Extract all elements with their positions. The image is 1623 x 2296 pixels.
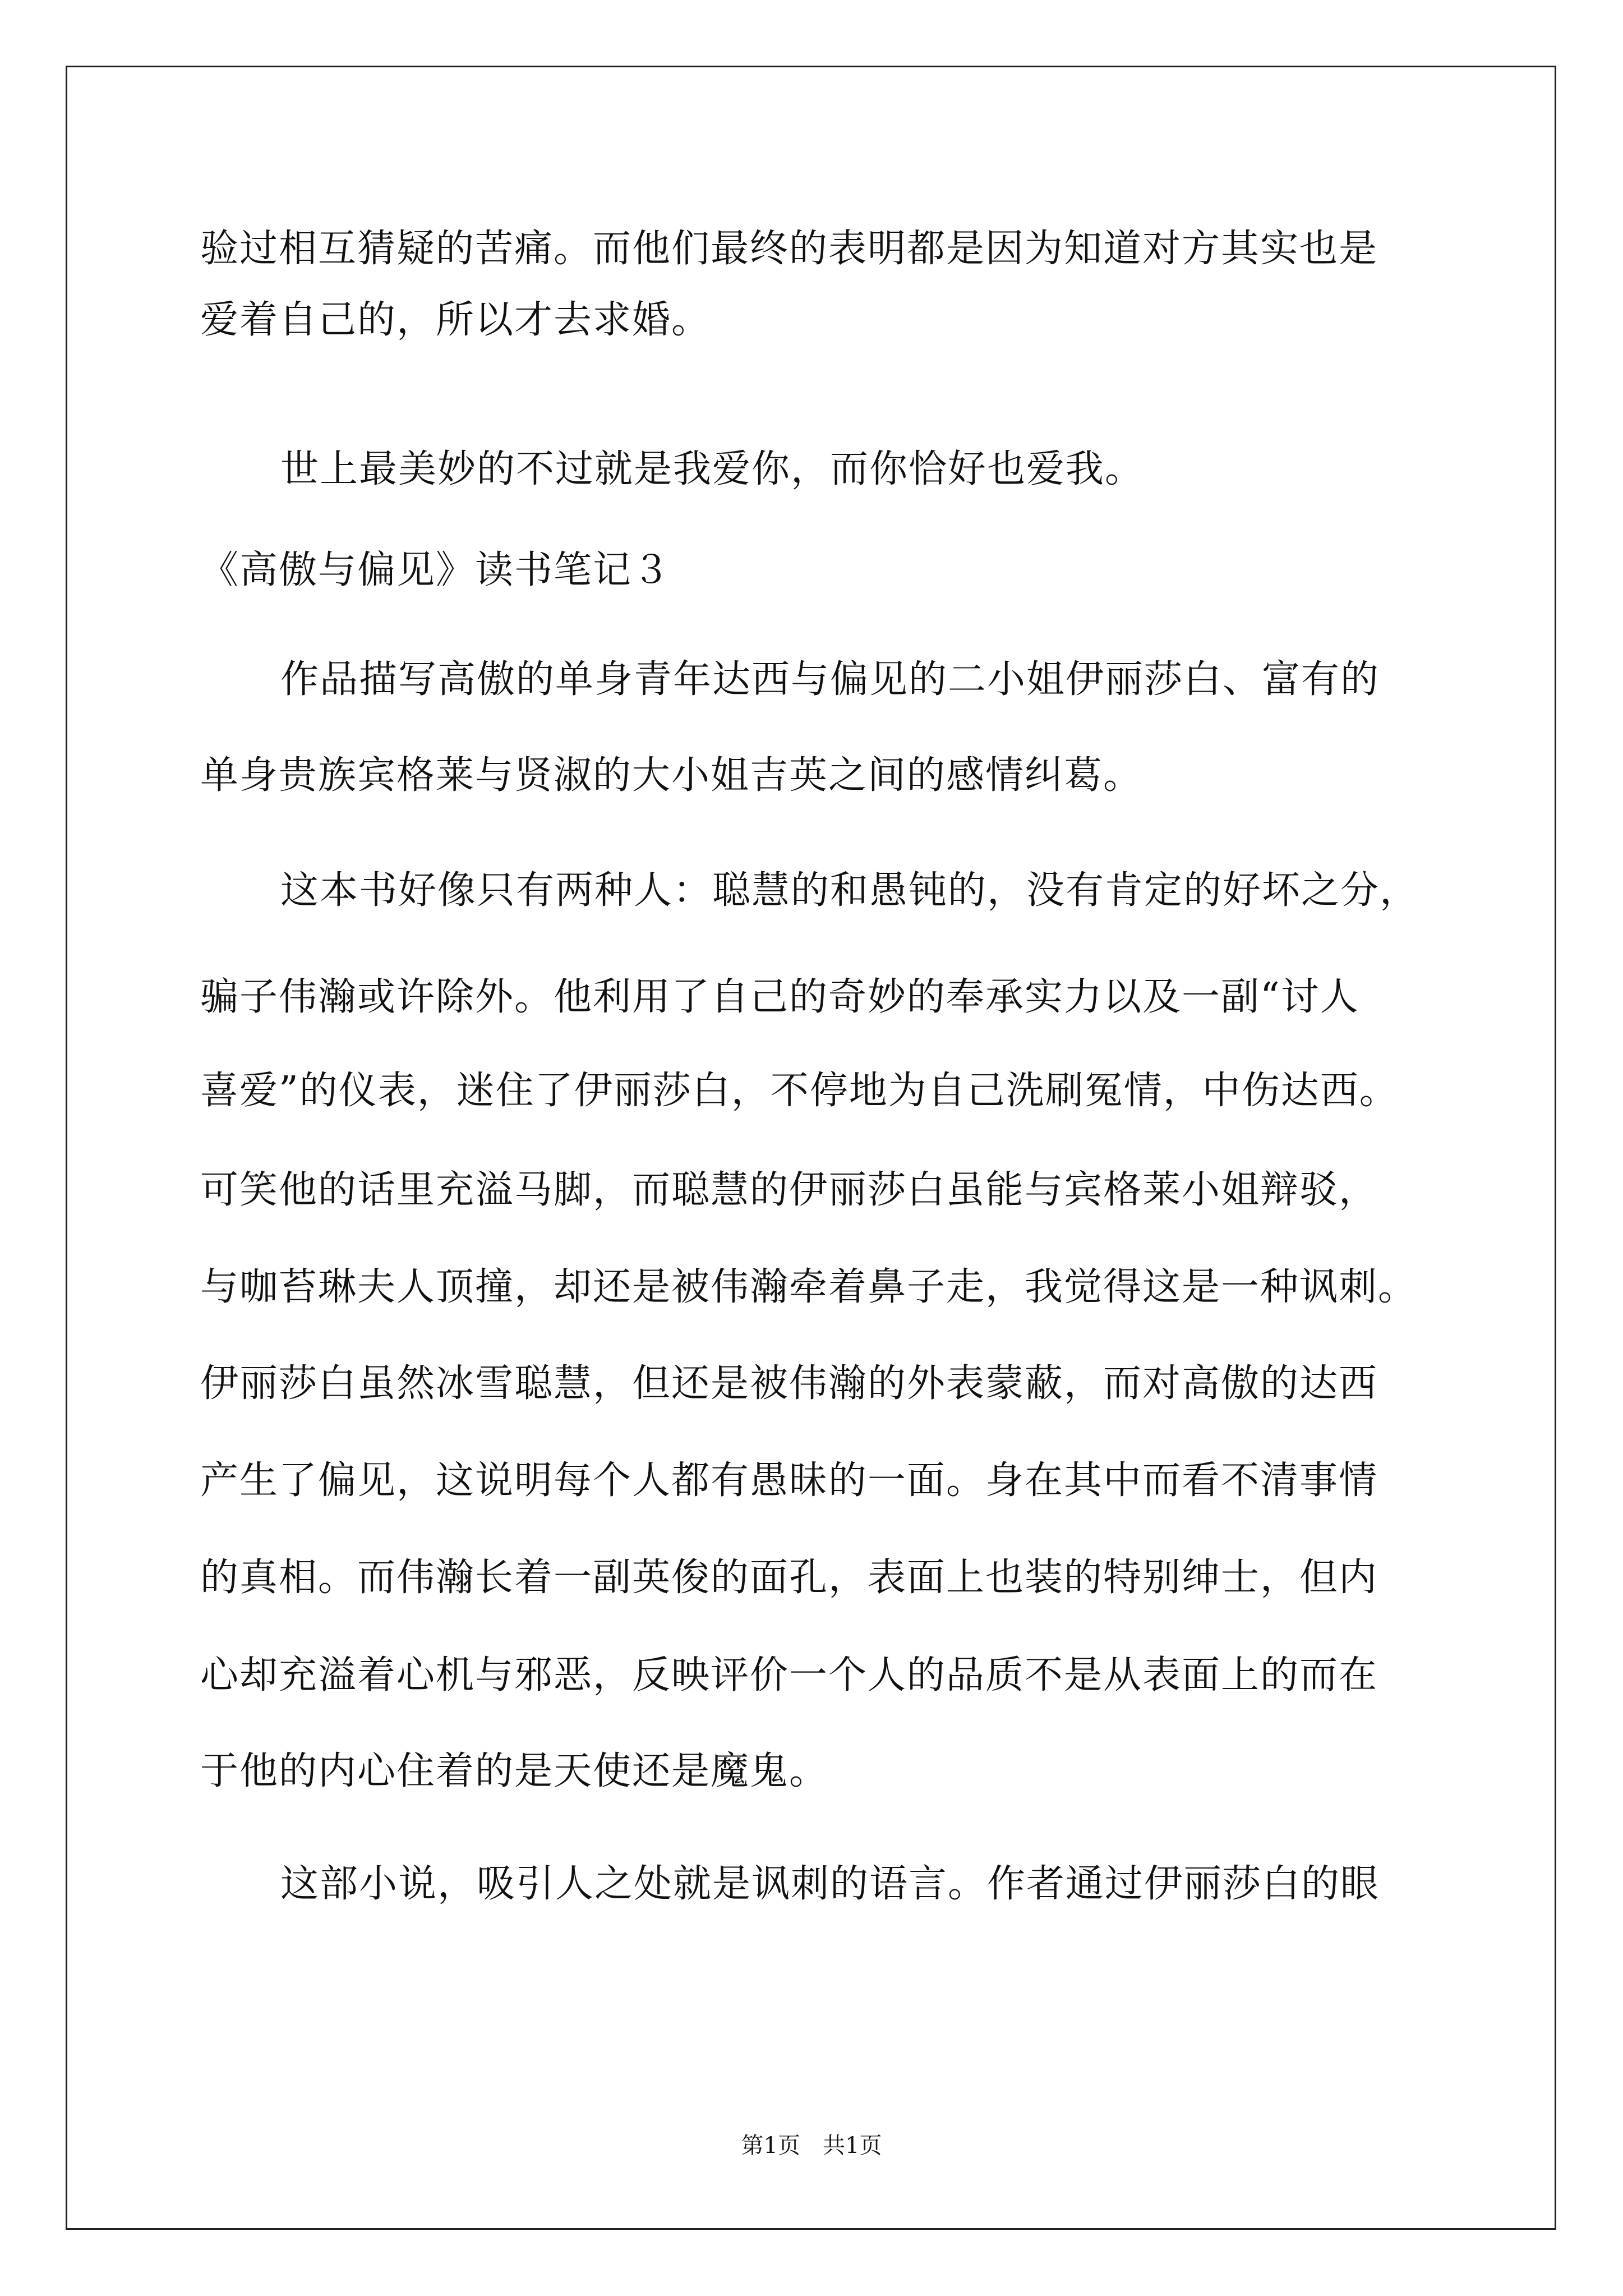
text-line: 产生了偏见，这说明每个人都有愚昧的一面。身在其中而看不清事情 xyxy=(200,1458,1378,1503)
text-line: 与咖苔琳夫人顶撞，却还是被伟瀚牵着鼻子走，我觉得这是一种讽刺。 xyxy=(200,1265,1418,1309)
text-line: 验过相互猜疑的苦痛。而他们最终的表明都是因为知道对方其实也是 xyxy=(200,227,1378,271)
text-line: 伊丽莎白虽然冰雪聪慧，但还是被伟瀚的外表蒙蔽，而对高傲的达西 xyxy=(200,1361,1378,1406)
text-line: 喜爱”的仪表，迷住了伊丽莎白，不停地为自己洗刷冤情，中伤达西。 xyxy=(200,1069,1399,1113)
text-line: 于他的内心住着的是天使还是魔鬼。 xyxy=(200,1749,829,1793)
text-line: 这本书好像只有两种人：聪慧的和愚钝的，没有肯定的好坏之分， xyxy=(280,868,1419,913)
page-footer: 第1页 共1页 xyxy=(741,2133,882,2159)
text-line: 这部小说，吸引人之处就是讽刺的语言。作者通过伊丽莎白的眼 xyxy=(280,1862,1380,1906)
text-line: 骗子伟瀚或许除外。他利用了自己的奇妙的奉承实力以及一副“讨人 xyxy=(200,975,1359,1019)
text-line: 的真相。而伟瀚长着一副英俊的面孔，表面上也装的特别绅士，但内 xyxy=(200,1556,1378,1600)
text-line: 作品描写高傲的单身青年达西与偏见的二小姐伊丽莎白、富有的 xyxy=(280,657,1380,702)
text-line: 爱着自己的，所以才去求婚。 xyxy=(200,298,711,342)
text-line: 世上最美妙的不过就是我爱你，而你恰好也爱我。 xyxy=(280,447,1145,491)
text-line: 单身贵族宾格莱与贤淑的大小姐吉英之间的感情纠葛。 xyxy=(200,753,1143,798)
section-heading: 《高傲与偏见》读书笔记３ xyxy=(200,548,672,592)
text-line: 心却充溢着心机与邪恶，反映评价一个人的品质不是从表面上的而在 xyxy=(200,1653,1378,1697)
text-line: 可笑他的话里充溢马脚，而聪慧的伊丽莎白虽能与宾格莱小姐辩驳， xyxy=(200,1168,1378,1212)
